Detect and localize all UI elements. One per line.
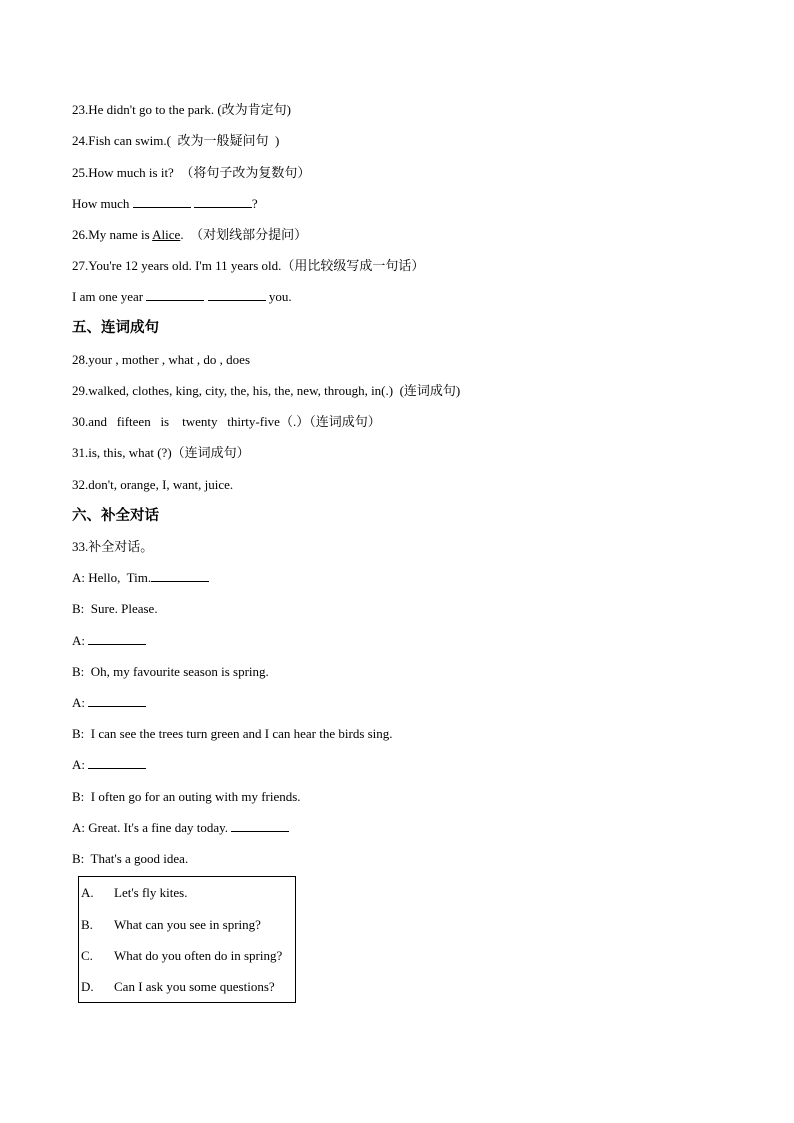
question-27: 27.You're 12 years old. I'm 11 years old.（用比较级写成一句话）	[72, 258, 425, 273]
question-33: 33.补全对话。	[72, 539, 154, 554]
dialogue-text: A:	[72, 695, 89, 710]
dialogue-line	[72, 726, 393, 742]
question-28: 28.your , mother , what , do , does	[72, 352, 251, 367]
dialogue-line	[72, 570, 209, 586]
option-text: Let's fly kites.	[114, 885, 188, 900]
option-item	[81, 885, 187, 901]
question-25: 25.How much is it? （将句子改为复数句）	[72, 165, 311, 180]
dialogue-text: A:	[72, 633, 89, 648]
dialogue-line	[72, 851, 188, 867]
fill-suffix: ?	[251, 196, 258, 211]
dialogue-text: B: I can see the trees turn green and I can hear the birds sing.	[72, 726, 393, 741]
question-31: 31.is, this, what (?)（连词成句）	[72, 445, 250, 460]
dialogue-text: B: Sure. Please.	[72, 601, 158, 616]
answer-blank[interactable]	[151, 570, 209, 582]
fill-prefix: How much	[72, 196, 130, 211]
dialogue-line	[72, 789, 301, 805]
dialogue-text: B: That's a good idea.	[72, 851, 189, 866]
question-26	[72, 227, 307, 243]
question-24: 24.Fish can swim.( 改为一般疑问句 )	[72, 133, 280, 148]
option-item	[81, 917, 261, 933]
section-5-title: 五、连词成句	[72, 320, 159, 336]
dialogue-text: A: Great. It's a fine day today.	[72, 820, 232, 835]
dialogue-line	[72, 664, 269, 680]
question-32: 32.don't, orange, I, want, juice.	[72, 477, 234, 492]
answer-blank[interactable]	[88, 695, 146, 707]
dialogue-line	[72, 601, 158, 617]
dialogue-text: A: Hello, Tim.	[72, 570, 152, 585]
answer-blank[interactable]	[146, 289, 204, 301]
q26-prefix: 26.My name is	[72, 227, 153, 242]
q26-underlined-word: Alice	[152, 227, 181, 242]
q26-suffix: . （对划线部分提问）	[180, 227, 308, 242]
answer-blank[interactable]	[208, 289, 266, 301]
option-text: Can I ask you some questions?	[114, 979, 275, 994]
dialogue-line	[72, 695, 146, 711]
option-letter: D.	[81, 979, 94, 994]
answer-blank[interactable]	[88, 757, 146, 769]
fill-suffix: you.	[268, 289, 292, 304]
option-text: What do you often do in spring?	[114, 948, 283, 963]
dialogue-text: B: Oh, my favourite season is spring.	[72, 664, 269, 679]
answer-blank[interactable]	[194, 196, 252, 208]
dialogue-text: B: I often go for an outing with my friends.	[72, 789, 301, 804]
fill-prefix: I am one year	[72, 289, 144, 304]
option-text: What can you see in spring?	[114, 917, 261, 932]
question-27-fill	[72, 289, 292, 305]
section-6-title: 六、补全对话	[72, 508, 159, 524]
dialogue-line	[72, 757, 146, 773]
question-25-fill	[72, 196, 258, 212]
question-30: 30.and fifteen is twenty thirty-five（.）（连词成句）	[72, 414, 381, 429]
options-box	[78, 876, 296, 1003]
dialogue-text: A:	[72, 757, 89, 772]
question-29: 29.walked, clothes, king, city, the, his, the, new, through, in(.) (连词成句)	[72, 383, 461, 398]
option-letter: B.	[81, 917, 93, 932]
answer-blank[interactable]	[231, 820, 289, 832]
option-item	[81, 948, 282, 964]
answer-blank[interactable]	[88, 633, 146, 645]
answer-blank[interactable]	[133, 196, 191, 208]
dialogue-line	[72, 633, 146, 649]
dialogue-line	[72, 820, 289, 836]
question-23: 23.He didn't go to the park. (改为肯定句)	[72, 102, 291, 117]
option-item	[81, 979, 275, 995]
option-letter: A.	[81, 885, 94, 900]
option-letter: C.	[81, 948, 93, 963]
